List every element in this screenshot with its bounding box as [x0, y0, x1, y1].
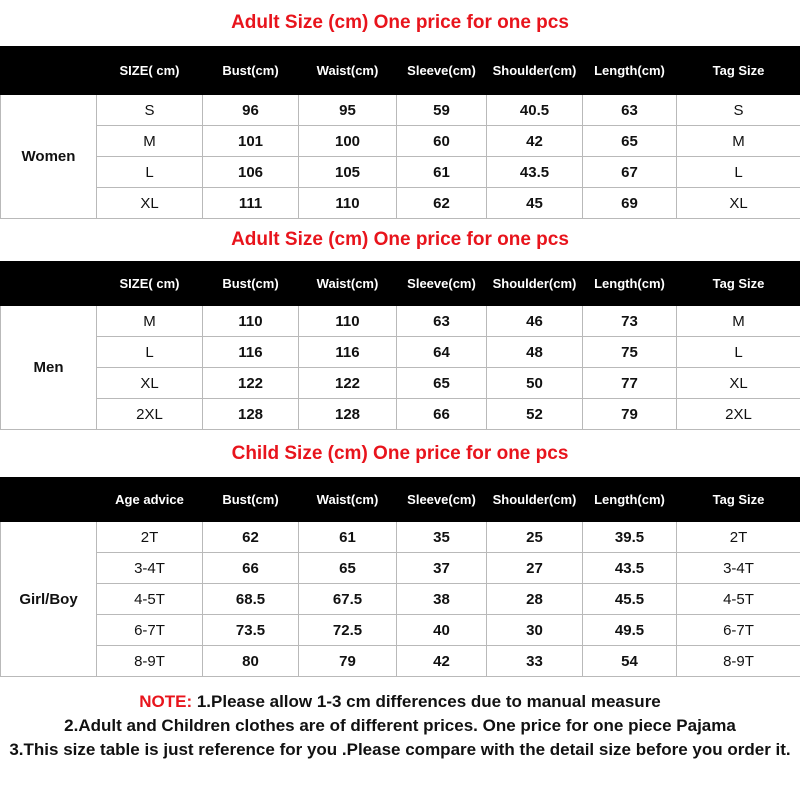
cell-bust: 73.5	[203, 615, 299, 646]
child-section-title: Child Size (cm) One price for one pcs	[231, 443, 569, 464]
cell-size: L	[97, 157, 203, 188]
cell-shoulder: 43.5	[487, 157, 583, 188]
cell-size: 2XL	[97, 399, 203, 430]
cell-sleeve: 42	[397, 646, 487, 677]
table-row	[1, 95, 800, 126]
header-tag-size: Tag Size	[677, 47, 800, 95]
cell-waist: 61	[299, 522, 397, 553]
header-sleeve: Sleeve(cm)	[397, 262, 487, 306]
cell-tag-size: 2T	[677, 522, 800, 553]
header-bust: Bust(cm)	[203, 47, 299, 95]
table-row	[1, 615, 800, 646]
cell-length: 79	[583, 399, 677, 430]
cell-waist: 100	[299, 126, 397, 157]
table-row	[1, 368, 800, 399]
notes-block	[0, 690, 800, 762]
cell-waist: 122	[299, 368, 397, 399]
table-header-row	[1, 262, 800, 306]
cell-waist: 95	[299, 95, 397, 126]
cell-size: M	[97, 306, 203, 337]
cell-sleeve: 64	[397, 337, 487, 368]
cell-tag-size: 8-9T	[677, 646, 800, 677]
cell-bust: 62	[203, 522, 299, 553]
cell-bust: 128	[203, 399, 299, 430]
cell-waist: 110	[299, 306, 397, 337]
cell-waist: 79	[299, 646, 397, 677]
cell-size: 6-7T	[97, 615, 203, 646]
cell-tag-size: S	[677, 95, 800, 126]
header-length: Length(cm)	[583, 47, 677, 95]
table-row	[1, 553, 800, 584]
cell-bust: 116	[203, 337, 299, 368]
header-age-advice: Age advice	[97, 478, 203, 522]
group-label: Girl/Boy	[1, 522, 97, 677]
cell-shoulder: 42	[487, 126, 583, 157]
header-sleeve: Sleeve(cm)	[397, 478, 487, 522]
cell-length: 43.5	[583, 553, 677, 584]
header-bust: Bust(cm)	[203, 262, 299, 306]
men-section-title: Adult Size (cm) One price for one pcs	[231, 229, 569, 250]
table-row	[1, 126, 800, 157]
header-sleeve: Sleeve(cm)	[397, 47, 487, 95]
note-label: NOTE:	[139, 692, 193, 711]
women-size-table	[0, 46, 800, 219]
header-bust: Bust(cm)	[203, 478, 299, 522]
cell-shoulder: 48	[487, 337, 583, 368]
cell-bust: 101	[203, 126, 299, 157]
header-length: Length(cm)	[583, 262, 677, 306]
cell-waist: 65	[299, 553, 397, 584]
cell-bust: 122	[203, 368, 299, 399]
cell-shoulder: 50	[487, 368, 583, 399]
cell-shoulder: 33	[487, 646, 583, 677]
cell-bust: 111	[203, 188, 299, 219]
table-row	[1, 399, 800, 430]
cell-sleeve: 65	[397, 368, 487, 399]
header-blank-cell	[1, 262, 97, 306]
cell-tag-size: M	[677, 306, 800, 337]
child-size-table	[0, 477, 800, 677]
cell-sleeve: 62	[397, 188, 487, 219]
table-row	[1, 584, 800, 615]
cell-size: 2T	[97, 522, 203, 553]
cell-tag-size: L	[677, 157, 800, 188]
cell-length: 39.5	[583, 522, 677, 553]
cell-shoulder: 45	[487, 188, 583, 219]
header-blank-cell	[1, 478, 97, 522]
table-header-row	[1, 478, 800, 522]
cell-sleeve: 40	[397, 615, 487, 646]
men-size-table	[0, 261, 800, 430]
cell-size: 4-5T	[97, 584, 203, 615]
cell-size: M	[97, 126, 203, 157]
header-tag-size: Tag Size	[677, 262, 800, 306]
cell-bust: 80	[203, 646, 299, 677]
table-row	[1, 337, 800, 368]
cell-size: 8-9T	[97, 646, 203, 677]
cell-length: 54	[583, 646, 677, 677]
header-size: SIZE( cm)	[97, 262, 203, 306]
cell-length: 73	[583, 306, 677, 337]
cell-size: XL	[97, 368, 203, 399]
cell-size: S	[97, 95, 203, 126]
header-shoulder: Shoulder(cm)	[487, 262, 583, 306]
table-row	[1, 522, 800, 553]
cell-length: 69	[583, 188, 677, 219]
header-tag-size: Tag Size	[677, 478, 800, 522]
cell-tag-size: M	[677, 126, 800, 157]
cell-length: 49.5	[583, 615, 677, 646]
table-header-row	[1, 47, 800, 95]
cell-tag-size: 2XL	[677, 399, 800, 430]
header-waist: Waist(cm)	[299, 262, 397, 306]
cell-size: 3-4T	[97, 553, 203, 584]
cell-sleeve: 59	[397, 95, 487, 126]
cell-sleeve: 35	[397, 522, 487, 553]
header-length: Length(cm)	[583, 478, 677, 522]
cell-tag-size: L	[677, 337, 800, 368]
cell-length: 65	[583, 126, 677, 157]
cell-length: 67	[583, 157, 677, 188]
cell-sleeve: 38	[397, 584, 487, 615]
women-section-title: Adult Size (cm) One price for one pcs	[231, 12, 569, 33]
cell-shoulder: 28	[487, 584, 583, 615]
cell-waist: 105	[299, 157, 397, 188]
cell-sleeve: 63	[397, 306, 487, 337]
cell-waist: 110	[299, 188, 397, 219]
group-label: Men	[1, 306, 97, 430]
cell-bust: 110	[203, 306, 299, 337]
cell-length: 63	[583, 95, 677, 126]
table-row	[1, 157, 800, 188]
note-line-3: 3.This size table is just reference for you .Please compare with the detail size before you order it.	[9, 740, 791, 759]
cell-bust: 66	[203, 553, 299, 584]
cell-sleeve: 61	[397, 157, 487, 188]
group-label: Women	[1, 95, 97, 219]
header-waist: Waist(cm)	[299, 478, 397, 522]
cell-length: 75	[583, 337, 677, 368]
cell-waist: 116	[299, 337, 397, 368]
cell-shoulder: 40.5	[487, 95, 583, 126]
cell-bust: 96	[203, 95, 299, 126]
header-shoulder: Shoulder(cm)	[487, 478, 583, 522]
cell-tag-size: 4-5T	[677, 584, 800, 615]
header-shoulder: Shoulder(cm)	[487, 47, 583, 95]
cell-tag-size: 3-4T	[677, 553, 800, 584]
cell-shoulder: 46	[487, 306, 583, 337]
cell-waist: 128	[299, 399, 397, 430]
table-row	[1, 646, 800, 677]
table-row	[1, 188, 800, 219]
header-blank-cell	[1, 47, 97, 95]
cell-shoulder: 30	[487, 615, 583, 646]
cell-tag-size: XL	[677, 368, 800, 399]
cell-waist: 72.5	[299, 615, 397, 646]
cell-sleeve: 37	[397, 553, 487, 584]
cell-length: 77	[583, 368, 677, 399]
cell-bust: 106	[203, 157, 299, 188]
cell-bust: 68.5	[203, 584, 299, 615]
table-row	[1, 306, 800, 337]
cell-tag-size: XL	[677, 188, 800, 219]
note-text-1: 1.Please allow 1-3 cm differences due to manual measure	[192, 692, 661, 711]
cell-waist: 67.5	[299, 584, 397, 615]
cell-shoulder: 27	[487, 553, 583, 584]
cell-size: L	[97, 337, 203, 368]
cell-size: XL	[97, 188, 203, 219]
header-waist: Waist(cm)	[299, 47, 397, 95]
cell-shoulder: 25	[487, 522, 583, 553]
cell-sleeve: 60	[397, 126, 487, 157]
cell-shoulder: 52	[487, 399, 583, 430]
cell-sleeve: 66	[397, 399, 487, 430]
cell-length: 45.5	[583, 584, 677, 615]
note-line-1	[0, 690, 800, 714]
header-size: SIZE( cm)	[97, 47, 203, 95]
note-line-2: 2.Adult and Children clothes are of different prices. One price for one piece Pajama	[64, 716, 736, 735]
cell-tag-size: 6-7T	[677, 615, 800, 646]
